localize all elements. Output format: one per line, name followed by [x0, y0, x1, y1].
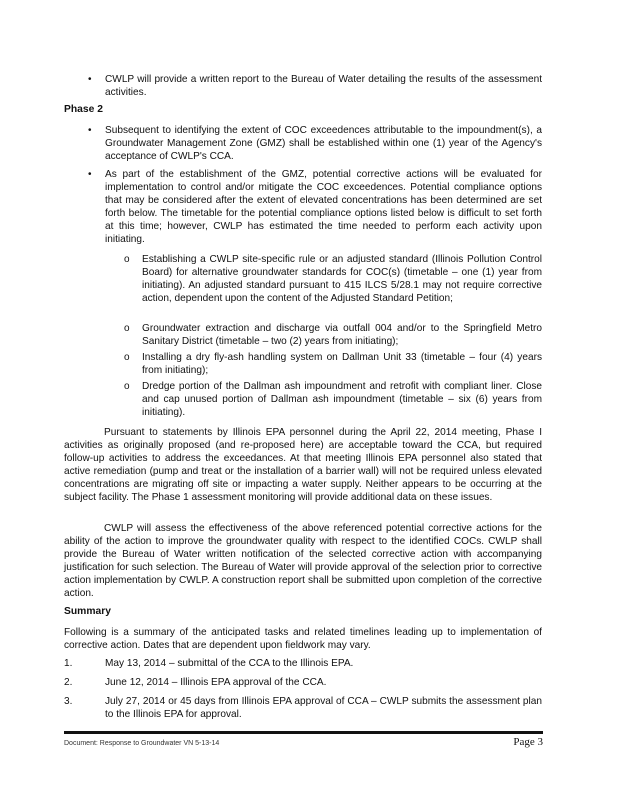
timeline-number: 3.: [64, 696, 73, 707]
option-4: Dredge portion of the Dallman ash impoundment and retrofit with compliant liner. Close and cap unused portion of Dallman ash impoundment (timetable – six (6) years from initiating).: [142, 381, 542, 418]
timeline-item-1: May 13, 2014 – submittal of the CCA to the Illinois EPA.: [105, 658, 354, 669]
timeline-item-3: July 27, 2014 or 45 days from Illinois EPA approval of CCA – CWLP submits the assessment plan to the Illinois EPA for approval.: [105, 696, 542, 720]
summary-heading: Summary: [64, 606, 111, 617]
footer-document-name: Document: Response to Groundwater VN 5-13-14: [64, 740, 220, 747]
sub-bullet-marker: o: [124, 254, 130, 265]
footer-rule: [64, 731, 543, 734]
timeline-number: 1.: [64, 658, 73, 669]
sub-bullet-marker: o: [124, 323, 130, 334]
option-2: Groundwater extraction and discharge via outfall 004 and/or to the Springfield Metro Sanitary District (timetable – two (2) years from initiating);: [142, 323, 542, 347]
pursuant-paragraph: Pursuant to statements by Illinois EPA personnel during the April 22, 2014 meeting, Phase I activities as originally proposed (and re-proposed here) are acceptable toward the CCA, but required follow-up activities to address the exceedances. At that meeting Illinois EPA personnel also stated that active remediation (pump and treat or the installation of a barrier wall) will not be required unless elevated concentrations are migrating off site or impacting a water supply. Neither appears to be occurring at the subject facility. The Phase 1 assessment monitoring will provide additional data on these issues.: [64, 427, 542, 503]
intro-bullet-text: CWLP will provide a written report to the Bureau of Water detailing the results of the assessment activities.: [105, 74, 542, 98]
timeline-number: 2.: [64, 677, 73, 688]
bullet-marker: •: [88, 125, 92, 136]
cwlp-paragraph: CWLP will assess the effectiveness of the above referenced potential corrective actions for the ability of the action to improve the groundwater quality with respect to the identified COCs. CWLP shall provide the Bureau of Water written notification of the selected corrective action with accompanying justification for such selection. The Bureau of Water will provide approval of the selection prior to corrective action implementation by CWLP. A construction report shall be submitted upon completion of the corrective action.: [64, 523, 542, 599]
bullet-marker: •: [88, 169, 92, 180]
phase2-bullet-2: As part of the establishment of the GMZ, potential corrective actions will be evaluated for implementation to control and/or mitigate the COC exceedences. Potential compliance options that may be considered after the extent of elevated concentrations has been determined are set forth below. The timetable for the potential compliance options listed below is difficult to set forth at this time; however, CWLP has estimated the time needed to perform each activity upon initiating.: [105, 169, 542, 245]
phase2-heading: Phase 2: [64, 104, 103, 115]
bullet-marker: •: [88, 74, 92, 85]
page-number: Page 3: [513, 736, 543, 748]
option-3: Installing a dry fly-ash handling system on Dallman Unit 33 (timetable – four (4) years from initiating);: [142, 352, 542, 376]
sub-bullet-marker: o: [124, 381, 130, 392]
phase2-bullet-1: Subsequent to identifying the extent of COC exceedences attributable to the impoundment(s), a Groundwater Management Zone (GMZ) shall be established within one (1) year of the Agency's acceptance of CWLP's CCA.: [105, 125, 542, 162]
summary-intro: Following is a summary of the anticipated tasks and related timelines leading up to implementation of corrective action. Dates that are dependent upon fieldwork may vary.: [64, 627, 542, 651]
timeline-item-2: June 12, 2014 – Illinois EPA approval of the CCA.: [105, 677, 327, 688]
sub-bullet-marker: o: [124, 352, 130, 363]
option-1: Establishing a CWLP site-specific rule or an adjusted standard (Illinois Pollution Control Board) for alternative groundwater standards for COC(s) (timetable – one (1) year from initiating). An adjusted standard pursuant to 415 ILCS 5/28.1 may not require corrective action, dependent upon the content of the Adjusted Standard Petition;: [142, 254, 542, 304]
